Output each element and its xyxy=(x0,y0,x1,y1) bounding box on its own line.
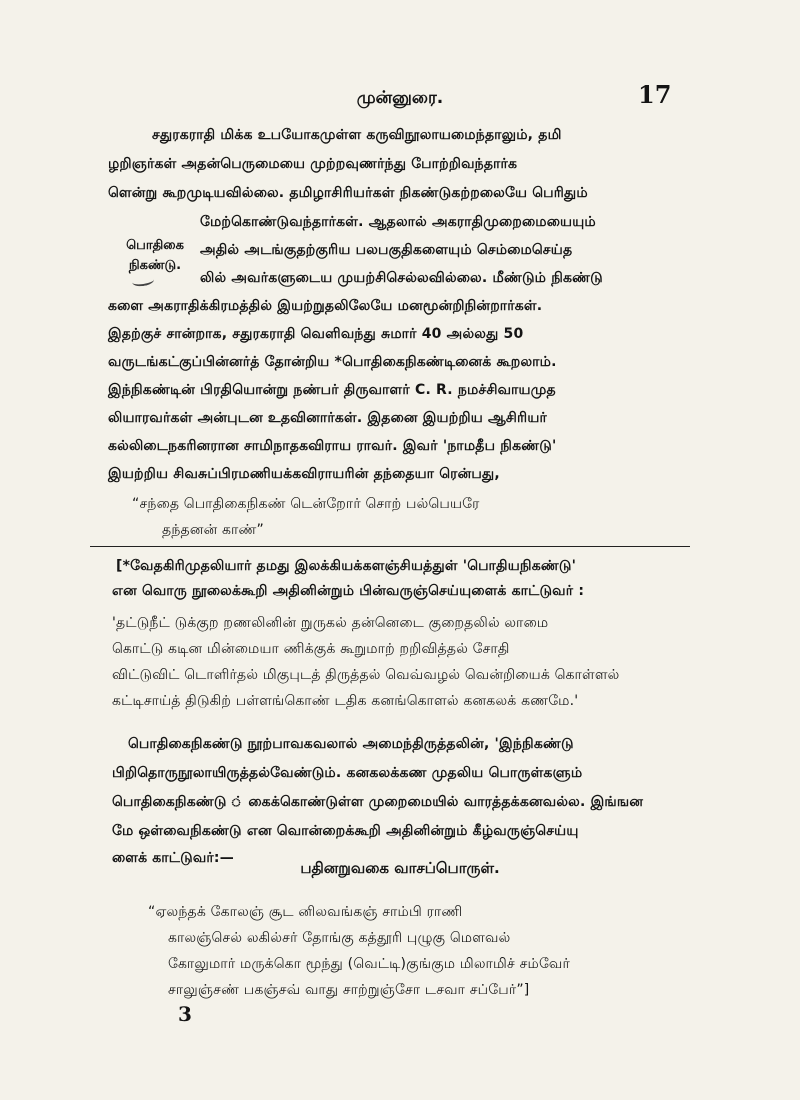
footnote-line: ளைக் காட்டுவர்:— xyxy=(112,850,234,866)
footnote-line: [*வேதகிரிமுதலியார் தமது இலக்கியக்களஞ்சியத்துள் 'பொதியநிகண்டு' xyxy=(116,558,577,574)
text-line: களை அகராதிக்கிரமத்தில் இயற்றுதலிலேயே மனமூன்றிநின்றார்கள். xyxy=(108,298,543,314)
section-heading: பதினறுவகை வாசப்பொருள். xyxy=(300,859,500,877)
page-number: 17 xyxy=(638,80,672,109)
text-line: ழறிஞர்கள் அதன்பெருமையை முற்றவுணர்ந்து போற்றிவந்தார்க xyxy=(108,156,518,172)
text-line: லில் அவர்களுடைய முயற்சிசெல்லவில்லை. மீண்டும் நிகண்டு xyxy=(200,270,603,286)
footnote-divider xyxy=(90,546,690,547)
text-line: ளென்று கூறமுடியவில்லை. தமிழாசிரியர்கள் நிகண்டுகற்றலையே பெரிதும் xyxy=(108,185,588,201)
text-line: இயற்றிய சிவசுப்பிரமணியக்கவிராயரின் தந்தையா ரென்பது, xyxy=(108,466,500,482)
text-line: லியாரவர்கள் அன்புடன உதவினார்கள். இதனை இயற்றிய ஆசிரியர் xyxy=(108,410,548,426)
verse-line: கட்டிசாய்த் திடுகிற் பள்ளங்கொண் டதிக கனங்கொளல் கனகலக் கணமே.' xyxy=(112,693,579,709)
verse-line: விட்டுவிட் டொளிர்தல் மிகுபுடத் திருத்தல் வெவ்வழல் வென்றியைக் கொள்ளல் xyxy=(112,667,620,683)
text-line: இந்நிகண்டின் பிரதியொன்று நண்பர் திருவாளர் C. R. நமச்சிவாயமுத xyxy=(108,382,556,398)
margin-note-line: பொதிகை xyxy=(126,238,184,253)
footnote-line: பொதிகைநிகண்டு ் கைக்கொண்டுள்ள முறைமையில் வாரத்தக்கனவல்ல. இங்ஙன xyxy=(112,794,644,810)
quote-line: தந்தனன் காண்” xyxy=(162,522,264,538)
verse-line: சாலுஞ்சண் பகஞ்சவ் வாது சாற்றுஞ்சோ டசவா சப்பேர்”] xyxy=(168,982,530,998)
text-line: அதில் அடங்குதற்குரிய பலபகுதிகளையும் செம்மைசெய்த xyxy=(200,242,573,258)
footnote-line: பொதிகைநிகண்டு நூற்பாவகவலால் அமைந்திருத்தலின், 'இந்நிகண்டு xyxy=(128,736,574,752)
footnote-line: பிறிதொருநூலாயிருத்தல்வேண்டும். கனகலக்கண முதலிய பொருள்களும் xyxy=(112,765,583,781)
text-line: சதுரகராதி மிக்க உபயோகமுள்ள கருவிநூலாயமைந்தாலும், தமி xyxy=(152,127,562,143)
verse-line: “ஏலந்தக் கோலஞ் சூட னிலவங்கஞ் சாம்பி ராணி xyxy=(148,904,463,920)
page-title: முன்னுரை. xyxy=(356,88,444,108)
verse-line: கோலுமார் மருக்கொ மூந்து (வெட்டி)குங்கும மிலாமிச் சம்வேர் xyxy=(168,956,571,972)
footnote-line: என வொரு நூலைக்கூறி அதினின்றும் பின்வருஞ்செய்யுளைக் காட்டுவர் : xyxy=(112,583,585,599)
margin-note xyxy=(120,236,190,276)
text-line: இதற்குச் சான்றாக, சதுரகராதி வெளிவந்து சுமார் 40 அல்லது 50 xyxy=(108,326,524,342)
text-line: மேற்கொண்டுவந்தார்கள். ஆதலால் அகராதிமுறைமையையும் xyxy=(200,214,596,230)
text-line: வருடங்கட்குப்பின்னர்த் தோன்றிய *பொதிகைநிகண்டினைக் கூறலாம். xyxy=(108,354,557,370)
text-line: கல்லிடைநகரினரான சாமிநாதகவிராய ராவர். இவர் 'நாமதீப நிகண்டு' xyxy=(108,438,557,454)
margin-note-line: நிகண்டு. xyxy=(128,258,182,273)
quote-line: “சந்தை பொதிகைநிகண் டென்றோர் சொற் பல்பெயரே xyxy=(132,496,480,512)
pen-mark-icon xyxy=(131,275,154,288)
footnote-line: மே ஒள்வைநிகண்டு என வொன்றைக்கூறி அதினின்றும் கீழ்வருஞ்செய்யு xyxy=(112,823,579,839)
verse-line: காலஞ்செல் லகில்சர் தோங்கு கத்தூரி புழுகு மெளவல் xyxy=(168,930,511,946)
verse-line: கொட்டு கடின மின்மையா ணிக்குக் கூறுமாற் றறிவித்தல் சோதி xyxy=(112,641,510,657)
signature-mark: 3 xyxy=(178,1002,192,1026)
verse-line: 'தட்டுநீட் டுக்குற றணலினின் றுருகல் தன்னெடை குறைதலில் லாமை xyxy=(112,615,549,631)
